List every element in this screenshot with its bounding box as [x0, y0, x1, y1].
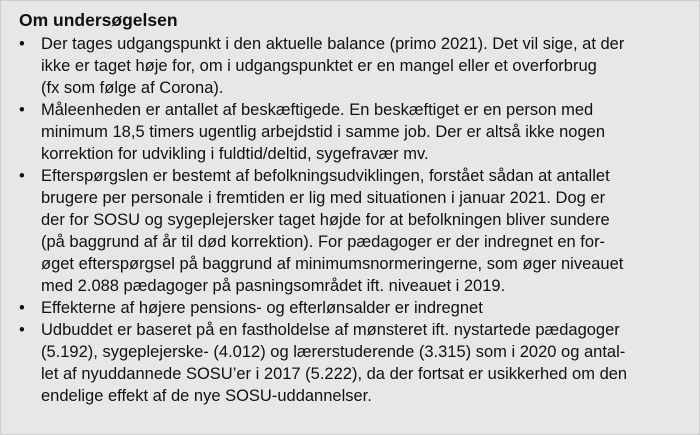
bullet-text-line: øget efterspørgsel på baggrund af minimumsnormeringerne, som øger niveauet	[41, 255, 624, 273]
bullet-text-line: let af nyuddannede SOSU’er i 2017 (5.222), da der fortsat er usikkerhed om den	[41, 365, 628, 383]
bullet-icon: •	[19, 299, 25, 317]
bullet-item	[19, 297, 681, 319]
bullet-text-line: ikke er taget høje for, om i udgangspunktet er en mangel eller et overforbrug	[41, 57, 597, 75]
bullet-text-line: endelige effekt af de nye SOSU-uddannelser.	[41, 387, 372, 405]
bullet-text-line: Efterspørgslen er bestemt af befolkningsudviklingen, forstået sådan at antallet	[41, 167, 610, 185]
bullet-item	[19, 165, 681, 297]
bullet-text-line: Måleenheden er antallet af beskæftigede. En beskæftiget er en person med	[41, 101, 594, 119]
bullet-text-line: minimum 18,5 timers ugentlig arbejdstid i samme job. Der er altså ikke nogen	[41, 123, 605, 141]
bullet-text-line: Udbuddet er baseret på en fastholdelse af mønsteret ift. nystartede pædagoger	[41, 321, 620, 339]
bullet-text-line: Effekterne af højere pensions- og efterlønsalder er indregnet	[41, 299, 483, 317]
bullet-text-line: Der tages udgangspunkt i den aktuelle balance (primo 2021). Det vil sige, at der	[41, 35, 625, 53]
bullet-text-line: (5.192), sygeplejerske- (4.012) og lærerstuderende (3.315) som i 2020 og antal-	[41, 343, 626, 361]
bullet-text-line: (fx som følge af Corona).	[41, 79, 224, 97]
section-title: Om undersøgelsen	[19, 10, 178, 30]
bullet-item	[19, 33, 681, 99]
bullet-text-line: der for SOSU og sygeplejersker taget højde for at befolkningen bliver sundere	[41, 211, 610, 229]
bullet-icon: •	[19, 35, 25, 53]
bullet-item	[19, 319, 681, 407]
bullet-icon: •	[19, 321, 25, 339]
bullet-icon: •	[19, 101, 25, 119]
bullet-list	[19, 33, 681, 407]
bullet-icon: •	[19, 167, 25, 185]
bullet-text-line: korrektion for udvikling i fuldtid/deltid, sygefravær mv.	[41, 145, 429, 163]
bullet-text-line: med 2.088 pædagoger på pasningsområdet ift. niveauet i 2019.	[41, 277, 506, 295]
bullet-text-line: brugere per personale i fremtiden er lig med situationen i januar 2021. Dog er	[41, 189, 606, 207]
bullet-item	[19, 99, 681, 165]
bullet-text-line: (på baggrund af år til død korrektion). For pædagoger er der indregnet en for-	[41, 233, 606, 251]
